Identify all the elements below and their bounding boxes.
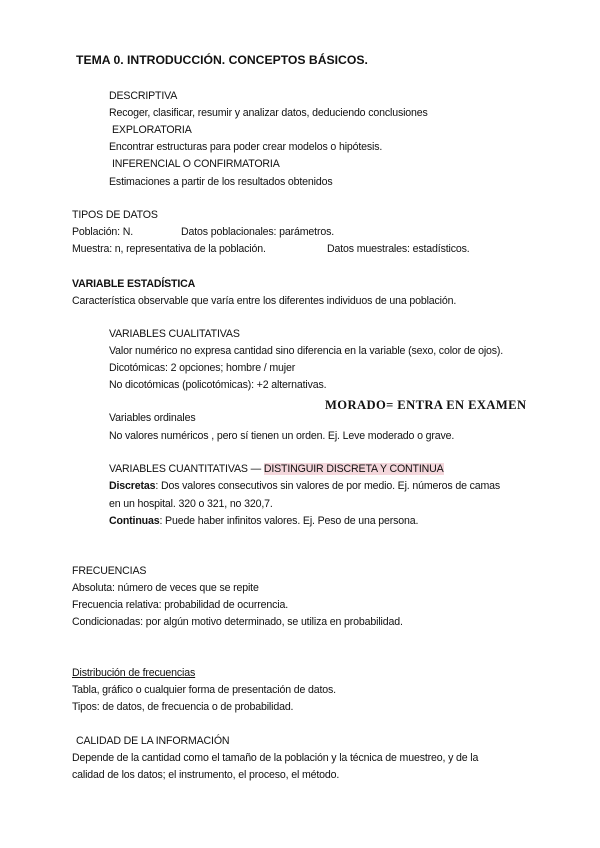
distribucion-heading: Distribución de frecuencias [72,667,196,679]
muestra-datos-text: Datos muestrales: estadísticos. [327,243,470,255]
cualitativas-heading: VARIABLES CUALITATIVAS [109,328,240,340]
ordinales-heading: Variables ordinales [109,412,196,424]
morado-exam-note: MORADO= ENTRA EN EXAMEN [325,398,527,412]
tipos-datos-heading: TIPOS DE DATOS [72,209,158,221]
page-title: TEMA 0. INTRODUCCIÓN. CONCEPTOS BÁSICOS. [76,53,368,67]
descriptiva-text: Recoger, clasificar, resumir y analizar datos, deduciendo conclusiones [109,107,428,119]
distribucion-line-2: Tipos: de datos, de frecuencia o de probabilidad. [72,701,294,713]
frecuencia-absoluta: Absoluta: número de veces que se repite [72,582,259,594]
discretas-line-1 [109,479,500,493]
exploratoria-text: Encontrar estructuras para poder crear modelos o hipótesis. [109,141,383,153]
calidad-heading: CALIDAD DE LA INFORMACIÓN [76,735,230,747]
variable-estadistica-text: Característica observable que varía entre los diferentes individuos de una población. [72,295,457,307]
cualitativas-line-1: Valor numérico no expresa cantidad sino diferencia en la variable (sexo, color de ojos). [109,345,504,357]
cuantitativas-heading-line [109,462,444,476]
distribucion-line-1: Tabla, gráfico o cualquier forma de presentación de datos. [72,684,336,696]
frecuencia-condicionada: Condicionadas: por algún motivo determinado, se utiliza en probabilidad. [72,616,403,628]
ordinales-text: No valores numéricos , pero sí tienen un orden. Ej. Leve moderado o grave. [109,430,455,442]
poblacion-text: Población: N. [72,226,134,238]
cualitativas-line-3: No dicotómicas (policotómicas): +2 alternativas. [109,379,327,391]
poblacion-datos-text: Datos poblacionales: parámetros. [181,226,335,238]
frecuencia-relativa: Frecuencia relativa: probabilidad de ocurrencia. [72,599,288,611]
distinguir-highlight: DISTINGUIR DISCRETA Y CONTINUA [263,463,444,475]
muestra-text: Muestra: n, representativa de la población. [72,243,266,255]
variable-estadistica-heading: VARIABLE ESTADÍSTICA [72,278,196,290]
descriptiva-heading: DESCRIPTIVA [109,90,178,102]
calidad-line-2: calidad de los datos; el instrumento, el proceso, el método. [72,769,340,781]
inferencial-text: Estimaciones a partir de los resultados obtenidos [109,176,333,188]
cuantitativas-heading: VARIABLES CUANTITATIVAS — [109,463,264,475]
calidad-line-1: Depende de la cantidad como el tamaño de la población y la técnica de muestreo, y de la [72,752,479,764]
discretas-line-2: en un hospital. 320 o 321, no 320,7. [109,498,273,510]
continuas-line [109,514,418,528]
cualitativas-line-2: Dicotómicas: 2 opciones; hombre / mujer [109,362,296,374]
discretas-label: Discretas [109,480,156,492]
inferencial-heading: INFERENCIAL O CONFIRMATORIA [112,158,280,170]
discretas-text: : Dos valores consecutivos sin valores de por medio. Ej. números de camas [155,480,501,492]
frecuencias-heading: FRECUENCIAS [72,565,147,577]
continuas-label: Continuas [109,515,160,527]
continuas-text: : Puede haber infinitos valores. Ej. Peso de una persona. [159,515,419,527]
exploratoria-heading: EXPLORATORIA [112,124,192,136]
